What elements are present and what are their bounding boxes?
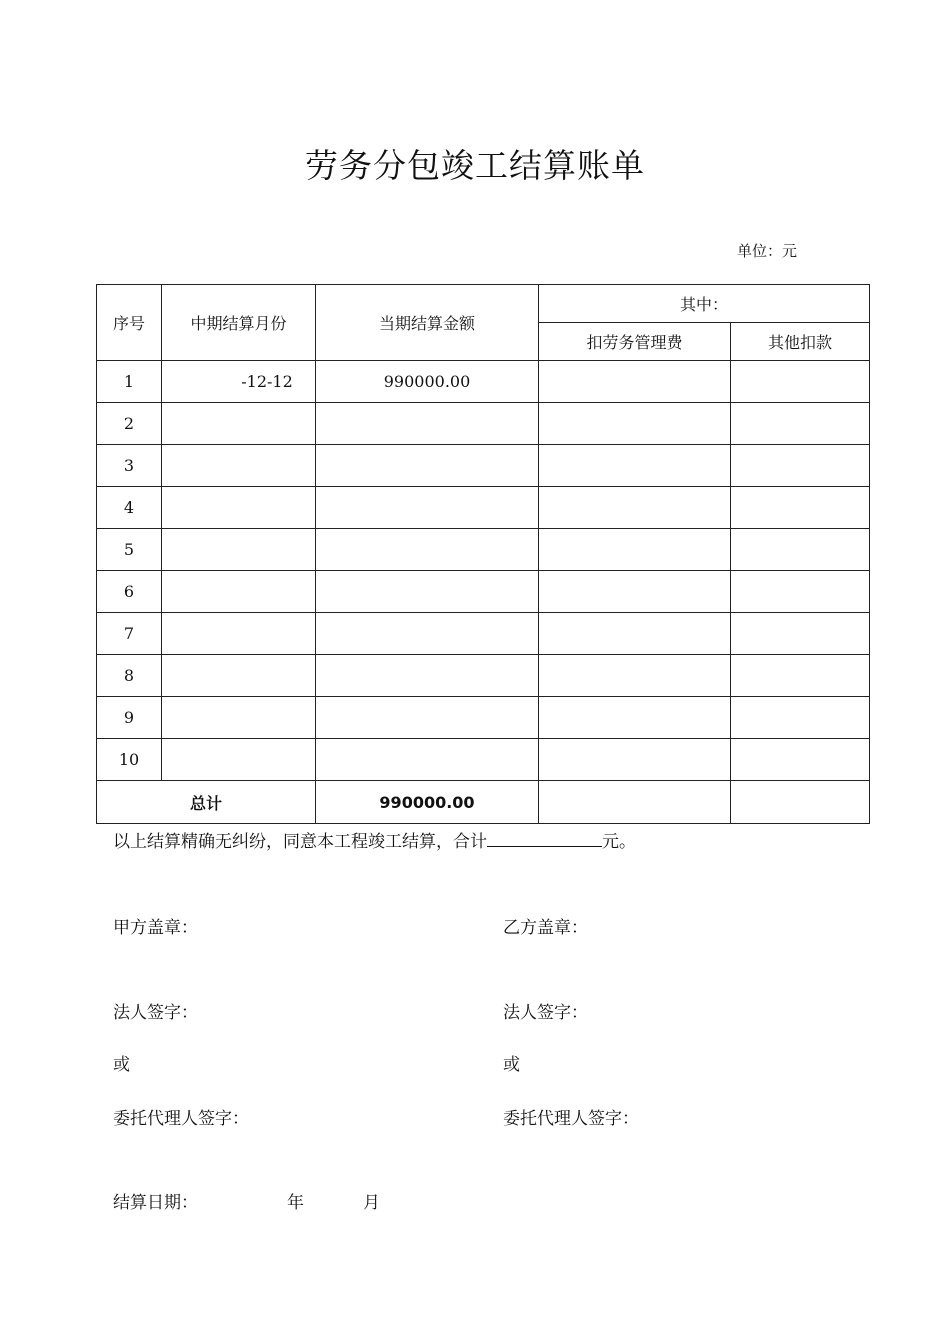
cell-other	[731, 361, 870, 403]
total-row	[97, 781, 870, 824]
date-month-label: 月	[363, 1193, 380, 1213]
cell-amount	[316, 697, 539, 739]
cell-month	[162, 445, 316, 487]
cell-month: -12-12	[162, 361, 316, 403]
cell-other	[731, 571, 870, 613]
table-row	[97, 613, 870, 655]
cell-fee	[539, 739, 731, 781]
cell-fee	[539, 445, 731, 487]
cell-month	[162, 487, 316, 529]
cell-fee	[539, 571, 731, 613]
header-of-which: 其中：	[539, 285, 870, 323]
cell-month	[162, 529, 316, 571]
cell-fee	[539, 487, 731, 529]
cell-month	[162, 403, 316, 445]
cell-seq: 5	[97, 529, 162, 571]
table-row	[97, 571, 870, 613]
table-row	[97, 487, 870, 529]
cell-fee	[539, 613, 731, 655]
note-suffix: 元。	[602, 832, 636, 852]
total-blank-line	[487, 832, 602, 847]
cell-amount: 990000.00	[316, 361, 539, 403]
table-row	[97, 655, 870, 697]
header-amount: 当期结算金额	[316, 285, 539, 361]
header-seq: 序号	[97, 285, 162, 361]
table-row	[97, 739, 870, 781]
cell-seq: 1	[97, 361, 162, 403]
cell-amount	[316, 403, 539, 445]
cell-seq: 3	[97, 445, 162, 487]
party-b-seal-label: 乙方盖章：	[503, 918, 588, 938]
cell-other	[731, 697, 870, 739]
total-other	[731, 781, 870, 824]
settlement-date-label: 结算日期：	[113, 1193, 198, 1213]
party-b-or-label: 或	[503, 1055, 520, 1075]
date-year-label: 年	[287, 1193, 304, 1213]
table-row	[97, 445, 870, 487]
unit-label: 单位：元	[737, 242, 798, 260]
party-a-agent-sign-label: 委托代理人签字：	[113, 1109, 249, 1129]
cell-amount	[316, 529, 539, 571]
party-b-legal-sign-label: 法人签字：	[503, 1003, 588, 1023]
cell-fee	[539, 697, 731, 739]
cell-other	[731, 487, 870, 529]
cell-other	[731, 445, 870, 487]
cell-month	[162, 697, 316, 739]
cell-fee	[539, 529, 731, 571]
total-amount: 990000.00	[316, 781, 539, 824]
header-month: 中期结算月份	[162, 285, 316, 361]
table-row	[97, 697, 870, 739]
cell-amount	[316, 487, 539, 529]
party-a-seal-label: 甲方盖章：	[113, 918, 198, 938]
settlement-table	[96, 284, 870, 824]
cell-other	[731, 613, 870, 655]
note-text: 以上结算精确无纠纷，同意本工程竣工结算，合计	[113, 832, 487, 852]
cell-seq: 9	[97, 697, 162, 739]
document-title: 劳务分包竣工结算账单	[305, 146, 645, 185]
header-mgmt-fee: 扣劳务管理费	[539, 323, 731, 361]
party-a-or-label: 或	[113, 1055, 130, 1075]
cell-fee	[539, 403, 731, 445]
cell-month	[162, 655, 316, 697]
cell-month	[162, 613, 316, 655]
cell-month	[162, 571, 316, 613]
party-b-agent-sign-label: 委托代理人签字：	[503, 1109, 639, 1129]
table-row	[97, 529, 870, 571]
header-other-deduction: 其他扣款	[731, 323, 870, 361]
cell-fee	[539, 655, 731, 697]
cell-amount	[316, 613, 539, 655]
cell-seq: 8	[97, 655, 162, 697]
cell-seq: 2	[97, 403, 162, 445]
total-label: 总计	[97, 781, 316, 824]
cell-seq: 6	[97, 571, 162, 613]
cell-seq: 10	[97, 739, 162, 781]
cell-amount	[316, 655, 539, 697]
cell-other	[731, 403, 870, 445]
cell-other	[731, 655, 870, 697]
cell-amount	[316, 739, 539, 781]
cell-other	[731, 739, 870, 781]
cell-other	[731, 529, 870, 571]
cell-seq: 4	[97, 487, 162, 529]
confirmation-note	[113, 827, 636, 852]
cell-amount	[316, 571, 539, 613]
cell-fee	[539, 361, 731, 403]
table-row	[97, 361, 870, 403]
cell-seq: 7	[97, 613, 162, 655]
party-a-legal-sign-label: 法人签字：	[113, 1003, 198, 1023]
cell-amount	[316, 445, 539, 487]
cell-month	[162, 739, 316, 781]
total-fee	[539, 781, 731, 824]
table-row	[97, 403, 870, 445]
